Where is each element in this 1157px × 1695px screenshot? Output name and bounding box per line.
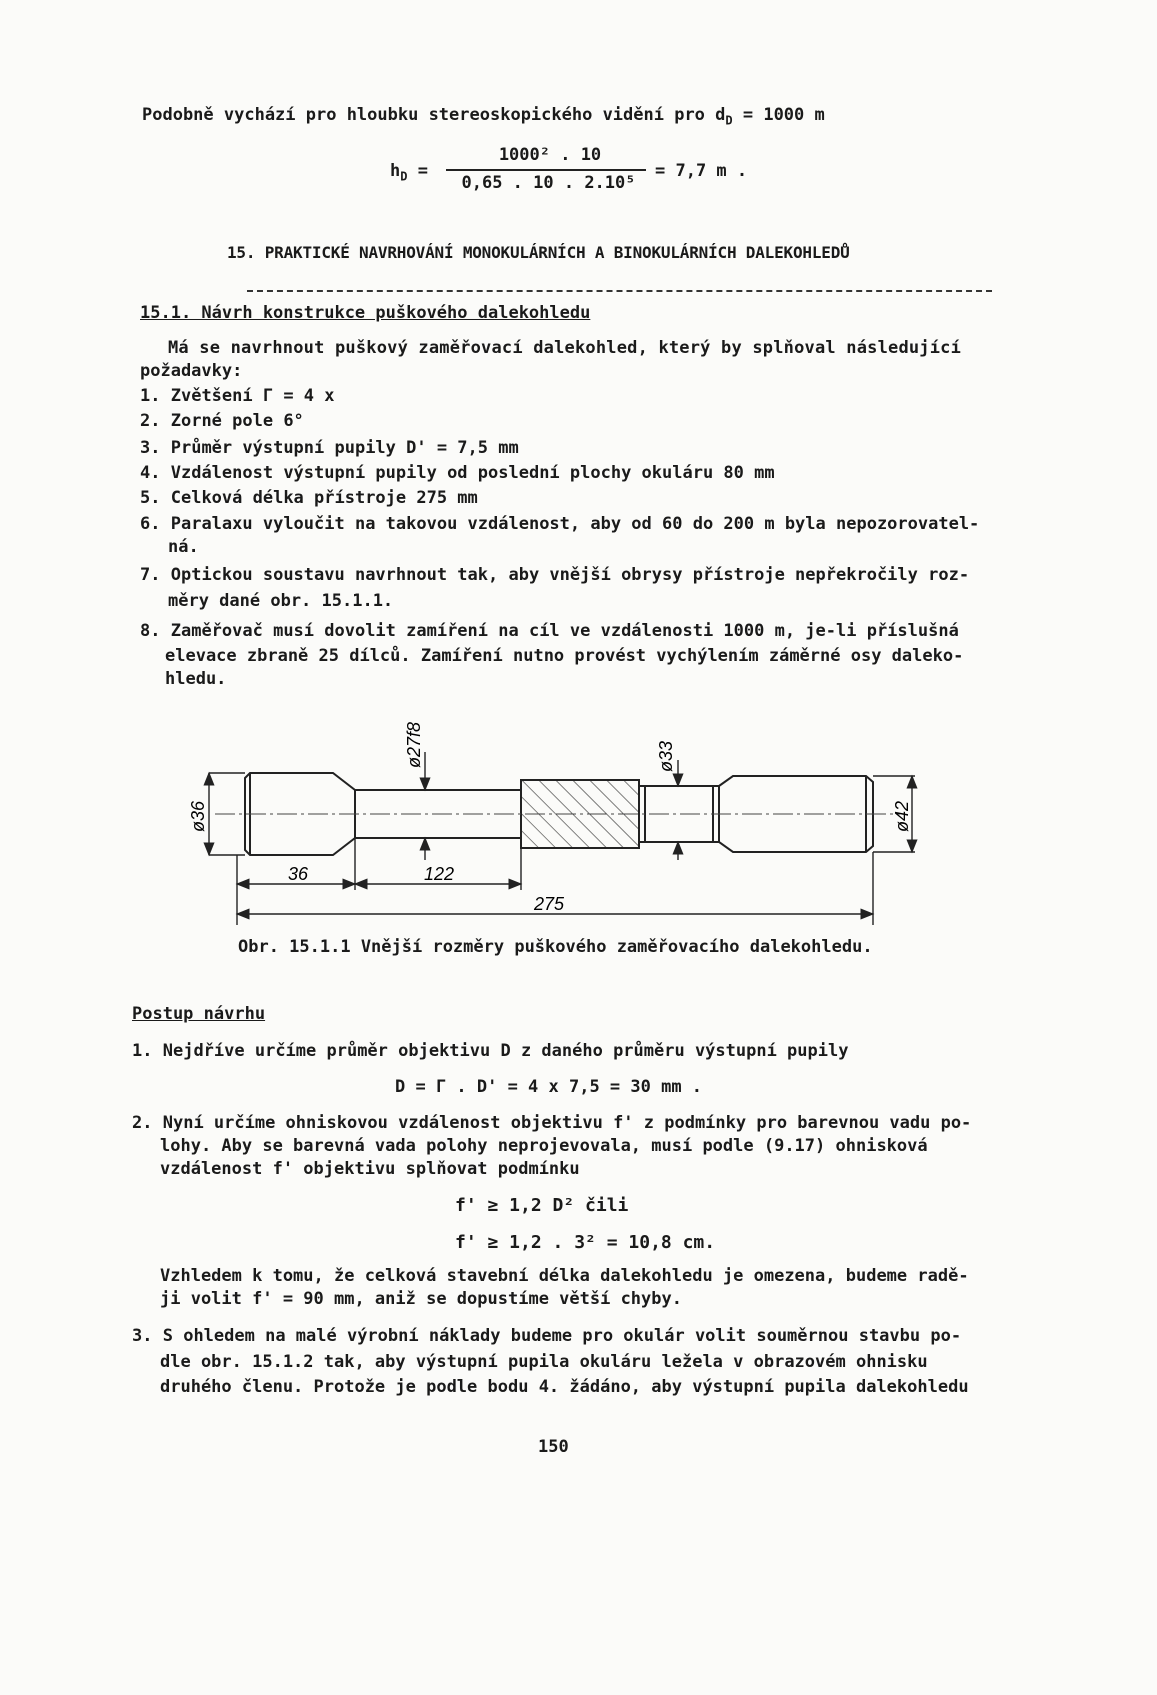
step-2-line-5: ji volit f' = 90 mm, aniž se dopustíme větší chyby. [160, 1289, 682, 1309]
req-number: 6. [140, 514, 161, 534]
req-text: Paralaxu vyloučit na takovou vzdálenost, aby od 60 do 200 m byla nepozorovatel- [170, 514, 980, 534]
req-text: Vzdálenost výstupní pupily od poslední plochy okuláru 80 mm [170, 463, 775, 483]
eq-numerator: 1000² . 10 [498, 145, 602, 165]
req-number: 3. [140, 438, 161, 458]
req-7 [140, 564, 969, 586]
req-number: 5. [140, 488, 161, 508]
req-3 [140, 437, 519, 459]
step-number: 3. [132, 1326, 153, 1346]
step-2-equation-1: f' ≥ 1,2 D² čili [455, 1195, 629, 1216]
req-number: 2. [140, 411, 161, 431]
req-8-cont-2: hledu. [165, 669, 227, 689]
len-36-label: 36 [288, 864, 309, 884]
eq-fraction-line [446, 169, 646, 171]
req-4 [140, 462, 775, 484]
req-8 [140, 620, 959, 642]
eq-lhs-symbol: h [390, 161, 401, 181]
step-2-equation-2: f' ≥ 1,2 . 3² = 10,8 cm. [455, 1232, 716, 1253]
step-1 [132, 1040, 848, 1062]
req-7-cont: měry dané obr. 15.1.1. [168, 591, 394, 611]
req-text: Zvětšení Γ = 4 x [170, 386, 335, 406]
req-number: 7. [140, 565, 161, 585]
eq-denominator: 0,65 . 10 . 2.10⁵ [461, 173, 636, 193]
lead-line-1: Má se navrhnout puškový zaměřovací dalekohled, který by splňoval následující [168, 338, 962, 358]
req-text: Zaměřovač musí dovolit zamíření na cíl ve vzdálenosti 1000 m, je-li příslušná [170, 621, 959, 641]
chapter-title: 15. PRAKTICKÉ NAVRHOVÁNÍ MONOKULÁRNÍCH A BINOKULÁRNÍCH DALEKOHLEDŮ [227, 243, 850, 262]
req-6 [140, 513, 979, 535]
dim-27-label: ø27f8 [404, 721, 424, 768]
intro-subscript: D [725, 113, 733, 128]
title-dashed-rule [247, 290, 992, 292]
eq-equals: = [417, 161, 428, 181]
step-text: S ohledem na malé výrobní náklady budeme pro okulár volit souměrnou stavbu po- [162, 1326, 962, 1346]
step-2 [132, 1112, 971, 1134]
step-2-line-2: lohy. Aby se barevná vada polohy neprojevovala, musí podle (9.17) ohnisková [160, 1136, 928, 1156]
dim-36-diameter-label: ø36 [188, 800, 208, 832]
postup-title: Postup návrhu [132, 1004, 266, 1024]
len-275-label: 275 [534, 894, 565, 914]
step-2-line-4: Vzhledem k tomu, že celková stavební délka dalekohledu je omezena, budeme radě- [160, 1266, 969, 1286]
scope-dimension-drawing [0, 700, 1157, 960]
req-2 [140, 410, 304, 432]
figure-caption: Obr. 15.1.1 Vnější rozměry puškového zaměřovacího dalekohledu. [238, 937, 873, 957]
req-text: Zorné pole 6° [170, 411, 304, 431]
dim-33-label: ø33 [656, 740, 676, 772]
req-8-cont-1: elevace zbraně 25 dílců. Zamíření nutno provést vychýlením záměrné osy daleko- [165, 646, 964, 666]
eq-lhs-subscript: D [400, 169, 408, 184]
step-3 [132, 1325, 961, 1347]
req-number: 8. [140, 621, 161, 641]
section-title: 15.1. Návrh konstrukce puškového dalekohledu [140, 303, 591, 323]
page-number: 150 [538, 1437, 569, 1457]
len-122-label: 122 [424, 864, 455, 884]
step-2-line-3: vzdálenost f' objektivu splňovat podmínku [160, 1159, 580, 1179]
req-number: 4. [140, 463, 161, 483]
eq-lhs [390, 160, 428, 187]
lead-line-2: požadavky: [140, 361, 243, 381]
req-5 [140, 487, 478, 509]
step-1-equation: D = Γ . D' = 4 x 7,5 = 30 mm . [395, 1077, 703, 1097]
req-6-cont: ná. [168, 537, 199, 557]
req-number: 1. [140, 386, 161, 406]
req-text: Optickou soustavu navrhnout tak, aby vnější obrysy přístroje nepřekročily roz- [170, 565, 970, 585]
dim-42-label: ø42 [892, 800, 912, 832]
intro-text: Podobně vychází pro hloubku stereoskopického vidění pro d [142, 105, 726, 125]
step-number: 1. [132, 1041, 153, 1061]
step-3-line-3: druhého členu. Protože je podle bodu 4. žádáno, aby výstupní pupila dalekohledu [160, 1377, 969, 1397]
req-text: Průměr výstupní pupily D' = 7,5 mm [170, 438, 519, 458]
eq-rhs: = 7,7 m . [655, 161, 748, 181]
intro-line [142, 104, 825, 131]
step-number: 2. [132, 1113, 153, 1133]
req-1 [140, 385, 335, 407]
step-text: Nyní určíme ohniskovou vzdálenost objektivu f' z podmínky pro barevnou vadu po- [162, 1113, 972, 1133]
req-text: Celková délka přístroje 275 mm [170, 488, 478, 508]
intro-end: = 1000 m [732, 105, 825, 125]
step-3-line-2: dle obr. 15.1.2 tak, aby výstupní pupila okuláru ležela v obrazovém ohnisku [160, 1352, 928, 1372]
step-text: Nejdříve určíme průměr objektivu D z daného průměru výstupní pupily [162, 1041, 849, 1061]
